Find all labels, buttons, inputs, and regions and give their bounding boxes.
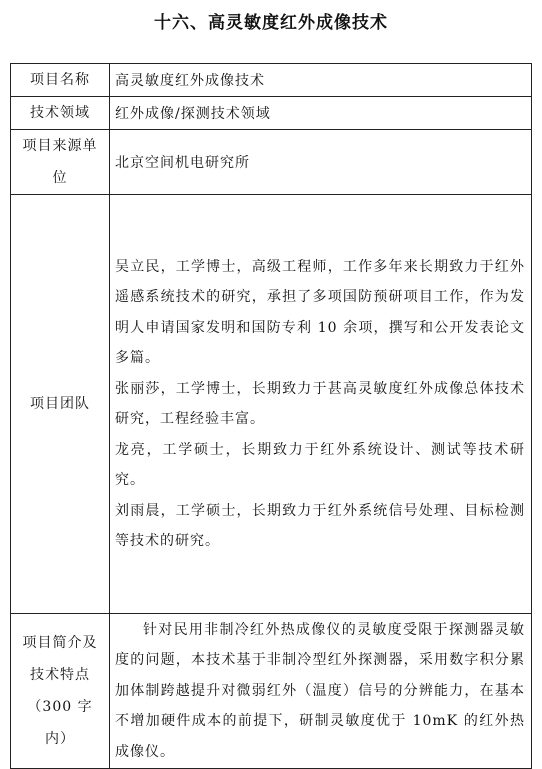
source-unit-label xyxy=(11,130,110,195)
project-info-table xyxy=(10,63,532,769)
summary-label-line2: 技术特点 xyxy=(30,667,90,683)
team-member-3: 龙亮，工学硕士，长期致力于红外系统设计、测试等技术研究。 xyxy=(115,441,525,488)
source-unit-label-line1: 项目来源单 xyxy=(22,138,98,154)
page-title: 十六、高灵敏度红外成像技术 xyxy=(154,13,388,33)
team-member-2: 张丽莎，工学博士，长期致力于甚高灵敏度红外成像总体技术研究，工程经验丰富。 xyxy=(115,380,525,427)
team-member-1: 吴立民，工学博士，高级工程师，工作多年来长期致力于红外遥感系统技术的研究，承担了多项国防预研项目工作，作为发明人申请国家发明和国防专利 10 余项，撰写和公开发表论文多篇。 xyxy=(115,258,525,366)
source-unit-label-line2: 位 xyxy=(52,170,68,186)
summary-label-line4: 内） xyxy=(45,731,75,747)
team-label: 项目团队 xyxy=(11,195,110,614)
project-name-label: 项目名称 xyxy=(11,64,110,97)
table-row-summary xyxy=(11,614,532,769)
table-row-team xyxy=(11,195,532,614)
tech-field-label: 技术领域 xyxy=(11,97,110,130)
summary-value xyxy=(110,614,532,769)
source-unit-value: 北京空间机电研究所 xyxy=(110,130,532,195)
table-row-source-unit xyxy=(11,130,532,195)
summary-label xyxy=(11,614,110,769)
summary-text: 针对民用非制冷红外热成像仪的灵敏度受限于探测器灵敏度的问题，本技术基于非制冷型红外探测器，采用数字积分累加体制跨越提升对微弱红外（温度）信号的分辨能力，在基本不增加硬件成本的前提下，研制灵敏度优于 10mK 的红外热成像仪。 xyxy=(115,621,525,760)
summary-label-line1: 项目简介及 xyxy=(22,635,98,651)
team-value xyxy=(110,195,532,614)
table-row-tech-field xyxy=(11,97,532,130)
team-member-4: 刘雨晨，工学硕士，长期致力于红外系统信号处理、目标检测等技术的研究。 xyxy=(115,502,525,549)
summary-label-line3: （300 字 xyxy=(27,699,93,715)
project-name-value: 高灵敏度红外成像技术 xyxy=(110,64,532,97)
table-row-project-name xyxy=(11,64,532,97)
tech-field-value: 红外成像/探测技术领域 xyxy=(110,97,532,130)
